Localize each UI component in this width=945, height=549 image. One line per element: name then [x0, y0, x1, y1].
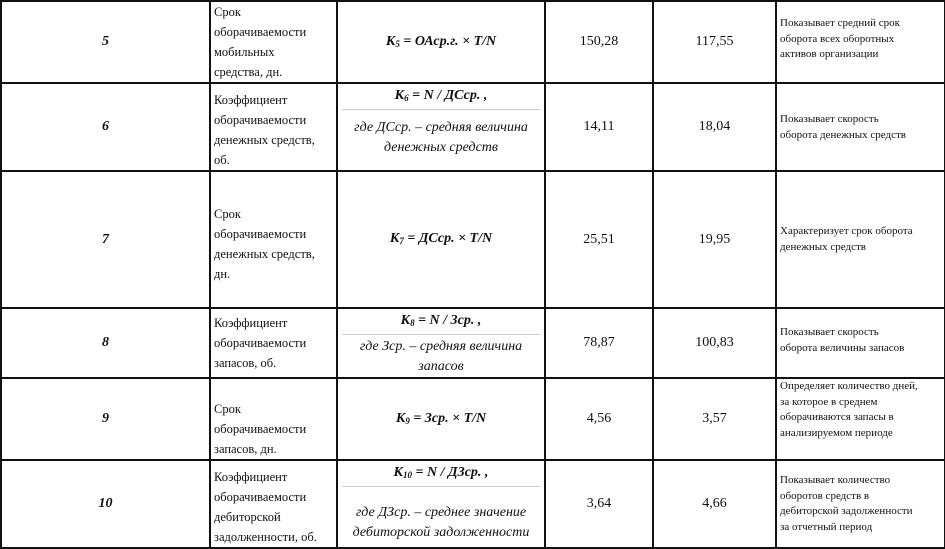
- description-line: Показывает скорость: [780, 326, 879, 338]
- indicator-name: [210, 378, 337, 460]
- formula: [342, 227, 540, 252]
- formula-note-line: где Зср. – средняя величина: [359, 339, 523, 354]
- description-line: анализируемом периоде: [780, 426, 893, 439]
- formula-index: 9: [405, 415, 410, 426]
- indicator-name-line: Коэффициент: [214, 470, 288, 484]
- description-line: Определяет количество дней,: [780, 380, 918, 392]
- indicator-name: [210, 1, 337, 83]
- formula: [342, 30, 540, 55]
- formula-note: [342, 334, 540, 377]
- formula-cell: [337, 378, 545, 460]
- description-line: Показывает количество: [780, 474, 891, 486]
- formula-coefficient: К: [395, 410, 406, 426]
- row-number: [1, 460, 210, 548]
- value-period-2: 3,57: [653, 378, 776, 460]
- indicator-name-line: оборачиваемости: [214, 490, 307, 504]
- formula-coefficient: К: [400, 313, 411, 328]
- description-line: дебиторской задолженности: [780, 505, 913, 517]
- value-period-2: 100,83: [653, 308, 776, 378]
- formula-note-line: дебиторской задолженности: [352, 525, 530, 540]
- formula-note-line: где ДЗср. – среднее значение: [355, 505, 527, 520]
- indicator-name-line: оборачиваемости: [214, 336, 307, 350]
- formula-expression: = ДСср. × T/N: [403, 231, 493, 246]
- row-number-text: 10: [98, 496, 113, 511]
- indicator-name-line: оборачиваемости: [214, 227, 307, 241]
- formula-coefficient: К: [385, 33, 396, 49]
- indicator-name-line: Коэффициент: [214, 93, 288, 107]
- description-line: оборота всех оборотных: [780, 32, 895, 45]
- row-number-text: 8: [102, 335, 109, 350]
- value-period-2: 117,55: [653, 1, 776, 83]
- formula-index: 7: [399, 236, 404, 246]
- formula-cell: [337, 1, 545, 83]
- indicator-description: [776, 1, 945, 83]
- indicator-name: [210, 460, 337, 548]
- description-line: оборота величины запасов: [780, 341, 905, 354]
- indicator-name-line: средства, дн.: [214, 65, 283, 79]
- description-line: за отчетный период: [780, 520, 873, 533]
- formula-note: [342, 486, 540, 543]
- indicator-description: [776, 171, 945, 308]
- row-number-text: 9: [102, 411, 109, 426]
- formula-note-line: где ДСср. – средняя величина: [354, 120, 528, 135]
- description-line: оборотов средств в: [780, 489, 870, 502]
- formula-cell: [337, 308, 545, 378]
- table-row: [1, 308, 945, 378]
- indicator-name: [210, 83, 337, 171]
- row-number-text: 7: [102, 231, 109, 247]
- row-number: [1, 308, 210, 378]
- formula-index: 6: [404, 93, 409, 103]
- indicator-name-line: Срок: [214, 207, 241, 221]
- formula-coefficient: К: [389, 231, 400, 246]
- description-line: оборота денежных средств: [780, 128, 907, 141]
- indicator-name-line: запасов, об.: [214, 356, 277, 370]
- indicator-name-line: задолженности, об.: [214, 530, 317, 544]
- indicator-description: [776, 460, 945, 548]
- row-number: [1, 1, 210, 83]
- value-period-1: 4,56: [545, 378, 653, 460]
- indicator-name: [210, 171, 337, 308]
- indicator-name-line: мобильных: [214, 45, 275, 59]
- formula-note-line: денежных средств: [383, 140, 498, 155]
- description-line: денежных средств: [780, 240, 866, 253]
- table-row: [1, 378, 945, 460]
- formula-expression: = N / ДЗср. ,: [412, 465, 489, 480]
- description-line: оборачиваются запасы в: [780, 411, 894, 423]
- value-period-1: 150,28: [545, 1, 653, 83]
- formula-coefficient: К: [394, 88, 405, 103]
- formula-cell: [337, 171, 545, 308]
- formula: [338, 309, 544, 334]
- value-period-2: 4,66: [653, 460, 776, 548]
- value-period-2: 18,04: [653, 83, 776, 171]
- row-number-text: 5: [102, 34, 109, 49]
- row-number-text: 6: [102, 119, 109, 134]
- row-number: [1, 378, 210, 460]
- formula-index: 8: [410, 318, 415, 328]
- formula: [338, 461, 544, 486]
- indicator-description: [776, 308, 945, 378]
- indicator-name: [210, 308, 337, 378]
- formula-note-line: запасов: [418, 359, 464, 374]
- table-row: [1, 171, 945, 308]
- description-line: Показывает средний срок: [780, 17, 900, 29]
- indicator-name-line: денежных средств,: [214, 247, 315, 261]
- row-number: [1, 83, 210, 171]
- indicator-name-line: дебиторской: [214, 510, 281, 524]
- formula-expression: = Зср. × T/N: [409, 410, 487, 426]
- table-row: [1, 83, 945, 171]
- row-number: [1, 171, 210, 308]
- indicator-name-line: Срок: [214, 5, 241, 19]
- formula-cell: [337, 83, 545, 171]
- value-period-2: 19,95: [653, 171, 776, 308]
- description-line: Характеризует срок оборота: [780, 225, 913, 237]
- indicator-name-line: запасов, дн.: [214, 442, 277, 456]
- table-row: [1, 460, 945, 548]
- formula-coefficient: К: [393, 465, 404, 480]
- description-line: Показывает скорость: [780, 113, 879, 125]
- indicator-name-line: дн.: [214, 267, 231, 281]
- indicator-name-line: оборачиваемости: [214, 422, 307, 436]
- value-period-1: 14,11: [545, 83, 653, 171]
- formula-index: 5: [395, 38, 400, 49]
- value-period-1: 25,51: [545, 171, 653, 308]
- formula-expression: = ОАср.г. × T/N: [399, 33, 497, 49]
- formula: [338, 84, 544, 109]
- value-period-1: 78,87: [545, 308, 653, 378]
- formula-note: [342, 109, 540, 158]
- formula-cell: [337, 460, 545, 548]
- indicator-name-line: оборачиваемости: [214, 25, 307, 39]
- indicator-description: [776, 83, 945, 171]
- indicator-name-line: денежных средств,: [214, 133, 315, 147]
- formula-expression: = N / Зср. ,: [414, 313, 482, 328]
- formula-index: 10: [403, 470, 413, 480]
- indicator-description: [776, 378, 945, 460]
- formula-expression: = N / ДСср. ,: [408, 88, 488, 103]
- table-row: [1, 1, 945, 83]
- indicator-name-line: об.: [214, 153, 230, 167]
- description-line: активов организации: [780, 48, 879, 60]
- indicator-name-line: Коэффициент: [214, 316, 288, 330]
- indicator-name-line: Срок: [214, 402, 241, 416]
- formula: [342, 407, 540, 432]
- description-line: за которое в среднем: [780, 395, 878, 408]
- value-period-1: 3,64: [545, 460, 653, 548]
- indicator-name-line: оборачиваемости: [214, 113, 307, 127]
- table-body: [1, 1, 945, 548]
